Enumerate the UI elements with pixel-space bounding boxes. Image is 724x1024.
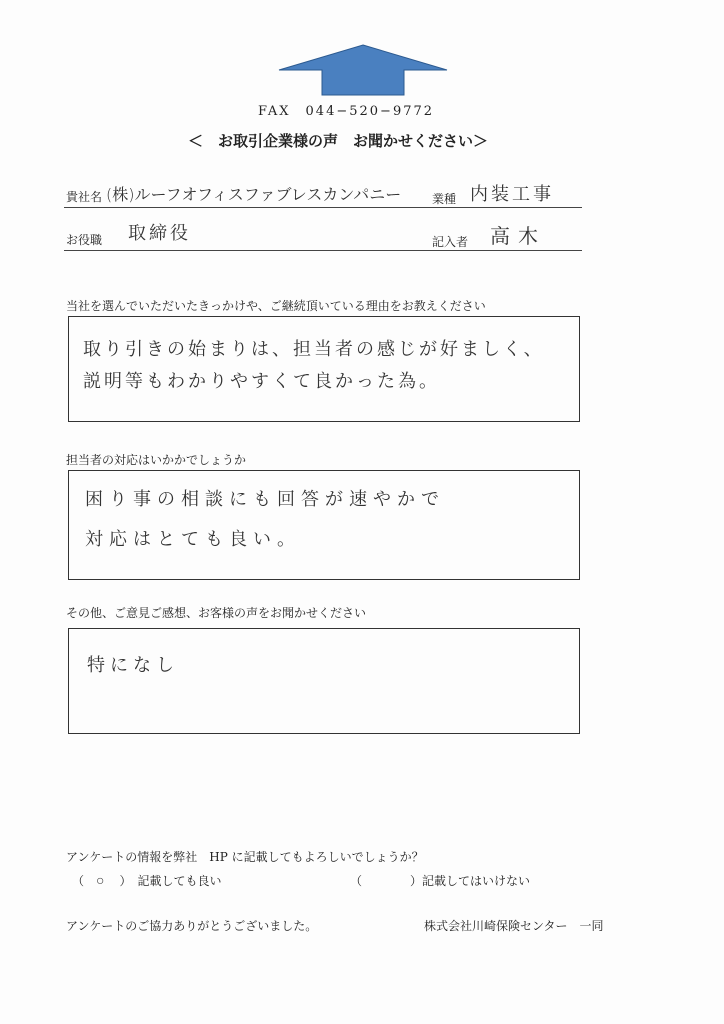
- answer-line: 対応はとても良い。: [85, 529, 301, 550]
- thanks-text: アンケートのご協力ありがとうございました。: [66, 919, 318, 933]
- position-label: お役職: [66, 233, 103, 247]
- answer-box: [68, 470, 580, 580]
- divider: [64, 207, 582, 208]
- company-label: 貴社名: [66, 190, 103, 204]
- question-label: その他、ご意見ご感想、お客様の声をお聞かせください: [66, 606, 367, 620]
- answer-line: 取り引きの始まりは、担当者の感じが好ましく、: [83, 339, 545, 360]
- answer-box: [68, 628, 580, 734]
- answer-box: [68, 316, 580, 422]
- consent-question: アンケートの情報を弊社 HP に記載してもよろしいでしょうか？: [66, 850, 424, 864]
- consent-yes-mark: ○: [96, 873, 108, 889]
- answer-line: 説明等もわかりやすくて良かった為。: [83, 371, 440, 392]
- question-label: 担当者の対応はいかかでしょうか: [66, 453, 247, 467]
- company-value: (株)ルーフオフィスファブレスカンパニー: [106, 185, 402, 204]
- industry-label: 業種: [432, 192, 457, 206]
- industry-value: 内装工事: [470, 184, 554, 205]
- arrow-up-icon: [278, 44, 448, 96]
- answer-line: 特になし: [87, 655, 179, 676]
- writer-label: 記入者: [432, 235, 469, 249]
- page-title: ＜ お取引企業様の声 お聞かせください＞: [188, 132, 489, 150]
- answer-line: 困り事の相談にも回答が速やかで: [85, 489, 445, 510]
- divider: [64, 250, 582, 251]
- question-label: 当社を選んでいただいたきっかけや、ご継続頂いている理由をお教えください: [66, 299, 486, 313]
- position-value: 取締役: [128, 223, 191, 244]
- fax-number: FAX 044−520−9772: [258, 104, 435, 119]
- consent-yes-label: 記載しても良い: [137, 874, 222, 888]
- consent-no-label: 記載してはいけない: [422, 874, 531, 888]
- consent-yes-option[interactable]: （ ○ ） 記載しても良い: [72, 873, 222, 889]
- signature: 株式会社川崎保険センター 一同: [424, 919, 604, 933]
- writer-value: 高木: [490, 224, 546, 248]
- consent-no-option[interactable]: （ ）記載してはいけない: [350, 874, 531, 888]
